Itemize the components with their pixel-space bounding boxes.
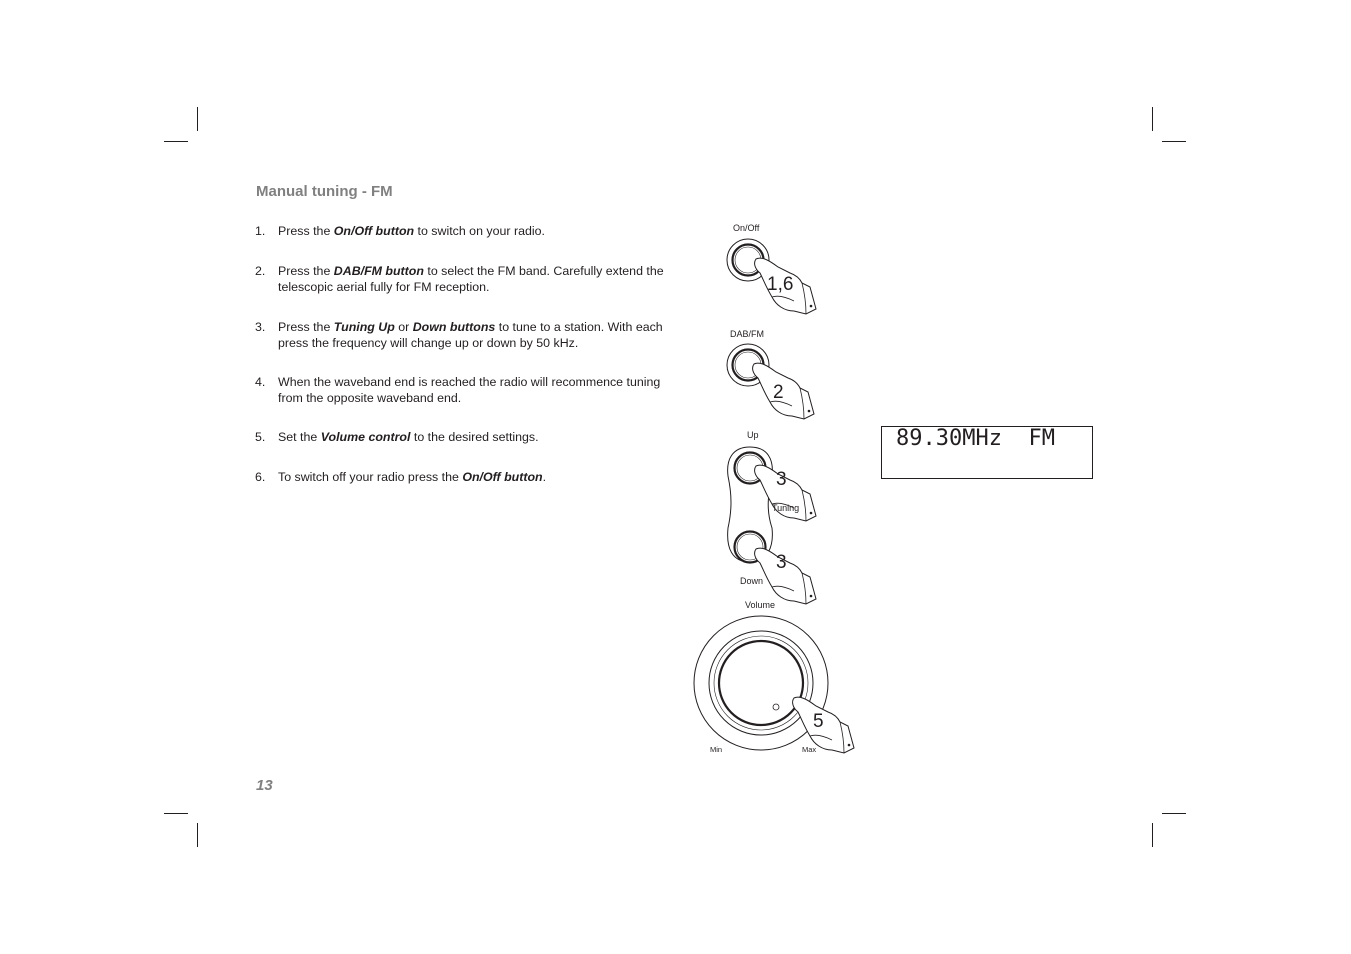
step-text: Press the <box>278 264 334 278</box>
step-number: 2. <box>255 264 266 278</box>
step-text: Press the <box>278 320 334 334</box>
step-emphasis: On/Off button <box>462 470 543 484</box>
tuning-up-label: Up <box>747 430 759 440</box>
page-number: 13 <box>256 777 273 794</box>
step-text: Press the <box>278 224 334 238</box>
lcd-display <box>881 426 1093 479</box>
dabfm-label: DAB/FM <box>730 329 765 339</box>
crop-mark <box>197 107 198 131</box>
crop-mark <box>164 141 188 142</box>
crop-mark <box>164 813 188 814</box>
step-text: to select the FM band. Carefully extend the telescopic aerial fully for FM reception. <box>278 264 664 294</box>
step-text: When the waveband end is reached the radio will recommence tuning from the opposite waveband end. <box>278 375 661 405</box>
step-text: or <box>394 320 413 334</box>
step-callout: 1,6 <box>767 274 794 295</box>
step-callout: 3 <box>776 552 787 573</box>
onoff-label: On/Off <box>733 223 760 233</box>
step-text: . <box>542 470 547 484</box>
radio-controls-illustration <box>680 210 870 765</box>
step-number: 5. <box>255 430 266 444</box>
step-callout: 2 <box>773 382 784 403</box>
step-number: 6. <box>255 470 266 484</box>
crop-mark <box>1152 107 1153 131</box>
step-number: 3. <box>255 320 266 334</box>
volume-label: Volume <box>745 600 776 610</box>
list-item <box>255 320 665 351</box>
list-item <box>255 375 665 406</box>
volume-max-label: Max <box>802 745 817 754</box>
tuning-down-label: Down <box>740 576 764 586</box>
step-number: 1. <box>255 224 266 238</box>
list-item <box>255 264 665 295</box>
step-number: 4. <box>255 375 266 389</box>
crop-mark <box>1162 141 1186 142</box>
step-text: to the desired settings. <box>410 430 539 444</box>
list-item <box>255 470 546 486</box>
crop-mark <box>197 823 198 847</box>
step-text: Set the <box>278 430 321 444</box>
step-text: To switch off your radio press the <box>278 470 463 484</box>
step-emphasis: Tuning Up <box>333 320 395 334</box>
list-item <box>255 224 545 240</box>
list-item <box>255 430 539 446</box>
crop-mark <box>1152 823 1153 847</box>
step-emphasis: DAB/FM button <box>333 264 424 278</box>
page-title: Manual tuning - FM <box>256 183 393 200</box>
step-callout: 5 <box>813 711 824 732</box>
lcd-display-text: 89.30MHz FM <box>896 426 1055 451</box>
step-emphasis: Down buttons <box>412 320 496 334</box>
crop-mark <box>1162 813 1186 814</box>
step-callout: 3 <box>776 469 787 490</box>
tuning-label: Tuning <box>772 503 800 513</box>
step-emphasis: Volume control <box>320 430 411 444</box>
step-text: to tune to a station. With each press the frequency will change up or down by 50 kHz. <box>278 320 663 350</box>
step-emphasis: On/Off button <box>333 224 415 238</box>
tuning-buttons-icon <box>728 447 773 563</box>
step-text: to switch on your radio. <box>414 224 545 238</box>
volume-min-label: Min <box>710 745 723 754</box>
